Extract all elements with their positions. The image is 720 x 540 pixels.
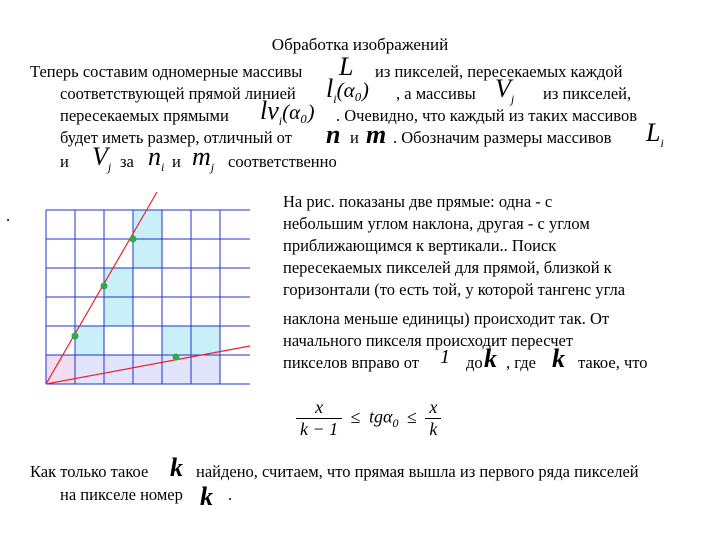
para1-line1-b: из пикселей, пересекаемых каждой (375, 62, 623, 81)
para1-line4-a: будет иметь размер, отличный от (60, 128, 292, 147)
line-point (101, 283, 108, 290)
symbol-V-j-2: $V_j$ (92, 142, 112, 174)
pixel-cell-filled (191, 355, 220, 384)
para1-line5-d: соответственно (228, 152, 337, 171)
para1-line4-b: и (350, 128, 359, 147)
para1-line5-c: и (172, 152, 181, 171)
pixel-cell-filled (133, 210, 162, 239)
pixel-cell-filled (104, 297, 133, 326)
right-line-2: небольшим углом наклона, другая - с углом (283, 214, 590, 233)
pixel-cell-filled (104, 268, 133, 297)
symbol-L-i: L (339, 52, 354, 81)
right-line-8a: пикселов вправо от (283, 353, 420, 372)
right-line-8b: до (466, 353, 483, 372)
formula-left-fraction: $\frac{x}{k - 1}$ (296, 397, 342, 440)
symbol-m: m (366, 120, 387, 149)
bottom-line-1b: найдено, считаем, что прямая вышла из первого ряда пикселей (196, 462, 639, 481)
para1-line5-b: за (120, 152, 134, 171)
para1-line1 (30, 62, 302, 82)
pixel-cell-filled (75, 355, 104, 384)
pixel-cell-filled (133, 239, 162, 268)
right-line-5: горизонтали (то есть той, у которой тангенс угла (283, 280, 626, 299)
slide-title: Обработка изображений (271, 35, 449, 54)
symbol-k-4: k (200, 482, 213, 511)
line-point (130, 236, 137, 243)
right-line-1: На рис. показаны две прямые: одна - с (283, 192, 553, 211)
pixel-cell-filled (75, 326, 104, 355)
symbol-v-i-alpha: $lv_i(\alpha_0)$ (260, 96, 315, 128)
para1-line3-a: пересекаемых прямыми (60, 106, 229, 125)
symbol-one: 1 (440, 346, 450, 368)
symbol-V-j: $V_j$ (495, 74, 515, 106)
bottom-line-1a: Как только такое (30, 462, 149, 481)
para1-line2-a: соответствующей прямой линией (60, 84, 296, 103)
right-line-8d: такое, что (578, 353, 648, 372)
formula-rel: ≤ (350, 406, 361, 427)
right-line-8c: , где (506, 353, 536, 372)
pixel-grid-figure (30, 190, 260, 385)
bottom-line-2b: . (228, 485, 233, 504)
symbol-L-i-2: $L_i$ (646, 118, 664, 150)
right-line-3: приближающимся к вертикали.. Поиск (283, 236, 557, 255)
right-line-6: наклона меньше единицы) происходит так. От (283, 309, 610, 328)
symbol-k-3: k (170, 453, 183, 482)
pixel-cell-filled (162, 326, 191, 355)
side-dot: . (6, 206, 11, 225)
line-point (173, 354, 180, 361)
bottom-line-2a: на пикселе номер (60, 485, 183, 504)
formula-right-fraction: $\frac{x}{k}$ (425, 397, 441, 440)
symbol-l-i-alpha: $l_i(\alpha_0)$ (326, 74, 369, 106)
symbol-k-1: k (484, 344, 497, 373)
line-point (72, 333, 79, 340)
symbol-k-2: k (552, 344, 565, 373)
para1-line4-c: . Обозначим размеры массивов (393, 128, 612, 147)
right-line-4: пересекаемых пикселей для прямой, близкой к (283, 258, 612, 277)
right-line-7: начального пикселя происходит пересчет (283, 331, 574, 350)
symbol-n-i: $n_i$ (148, 142, 165, 174)
pixel-cell-filled (133, 355, 162, 384)
pixel-cell-filled (104, 355, 133, 384)
symbol-m-j: $m_j$ (192, 142, 215, 174)
para1-line3-b: . Очевидно, что каждый из таких массивов (336, 106, 638, 125)
pixel-cell-filled (191, 326, 220, 355)
para1-line2-b: , а массивы (396, 84, 476, 103)
symbol-n: n (326, 120, 341, 149)
para1-line1-text-a: Теперь составим одномерные массивы (30, 62, 303, 81)
formula: $\frac{x}{k - 1}$ ≤ tgα$_0$ ≤ $\frac{x}{k}$ (296, 397, 441, 440)
para1-line5-a: и (60, 152, 69, 171)
para1-line2-c: из пикселей, (543, 84, 632, 103)
